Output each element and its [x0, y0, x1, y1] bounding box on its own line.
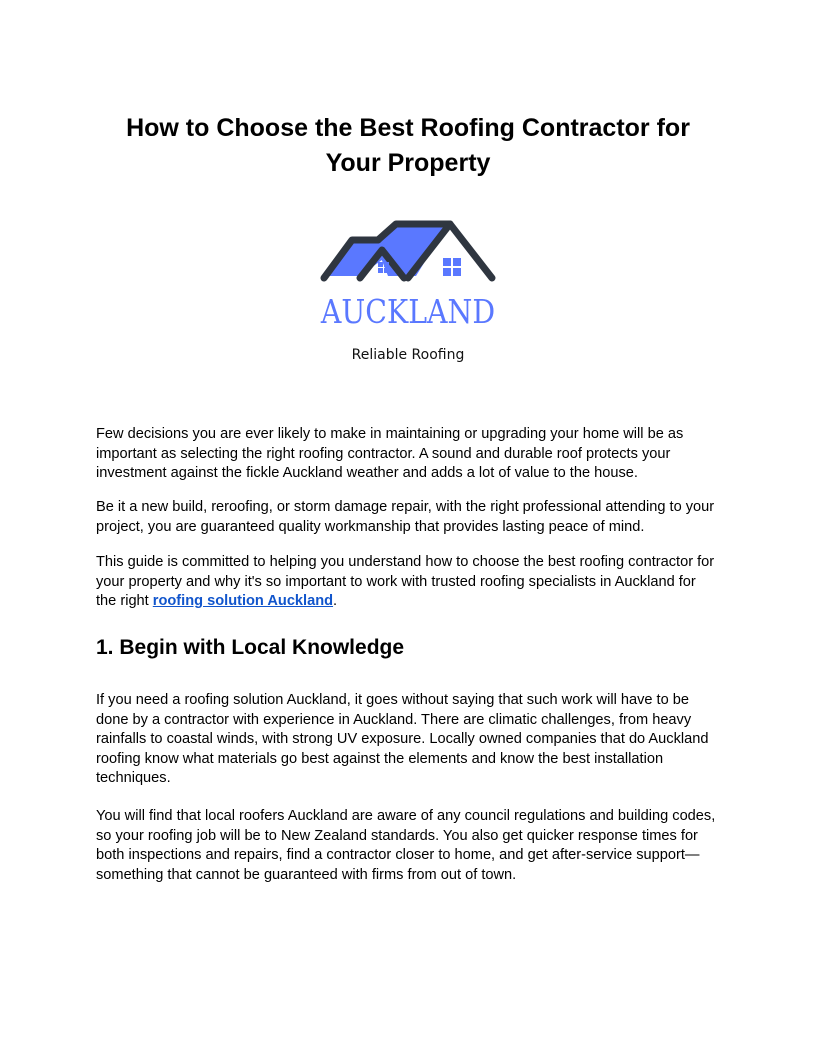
intro-paragraph-1: Few decisions you are ever likely to make in maintaining or upgrading your home will be as important as selecting the right roofing contractor. A sound and durable roof protects your investment against the fickle Auckland weather and adds a lot of value to the house.: [96, 426, 684, 481]
roofing-solution-link[interactable]: roofing solution Auckland: [152, 593, 334, 609]
paragraph-text-end: .: [333, 593, 338, 609]
page-title: How to Choose the Best Roofing Contractor for Your Property: [126, 114, 690, 177]
logo-brand-name: AUCKLAND: [320, 292, 496, 331]
large-window-icon: [443, 258, 461, 276]
section-paragraph-1: If you need a roofing solution Auckland, it goes without saying that such work will have to be done by a contractor with experience in Auckland. There are climatic challenges, from heavy rainfalls to coastal winds, with strong UV exposure. Locally owned companies that do Auckland roofing know what materials go best against the elements and know the best installation techniques.: [96, 692, 709, 786]
paragraph-text: This guide is committed to helping you understand how to choose the best roofing contractor for your property and why it's so important to work with trusted roofing specialists in Auckland for the right: [96, 554, 715, 609]
section-paragraph-2: You will find that local roofers Auckland are aware of any council regulations and building codes, so your roofing job will be to New Zealand standards. You also get quicker response times for both inspections and repairs, find a contractor closer to home, and get after-service support—something that cannot be guaranteed with firms from out of town.: [96, 808, 716, 883]
house-roof-icon: [308, 214, 508, 294]
intro-paragraph-3: [96, 553, 720, 612]
logo-tagline: Reliable Roofing: [351, 347, 465, 363]
company-logo: [0, 214, 816, 374]
section-heading: 1. Begin with Local Knowledge: [96, 636, 405, 659]
intro-paragraph-2: Be it a new build, reroofing, or storm damage repair, with the right professional attending to your project, you are guaranteed quality workmanship that provides lasting peace of mind.: [96, 499, 715, 535]
